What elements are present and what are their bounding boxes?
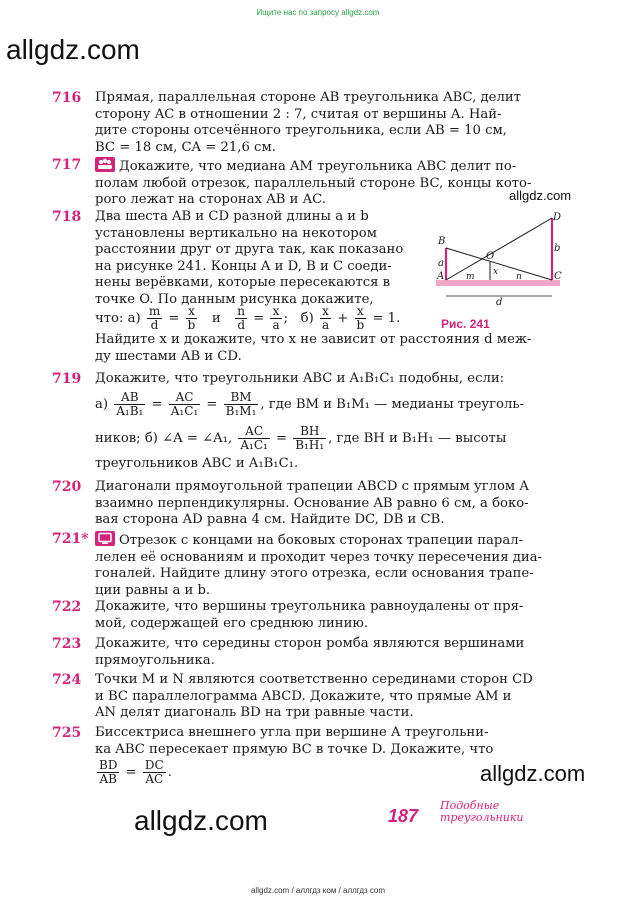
watermark: allgdz.com <box>134 805 268 836</box>
problem-number: 721* <box>52 531 89 547</box>
problem-number: 716 <box>52 90 82 106</box>
problem-721-text: Отрезок с концами на боковых сторонах трапеции парал- лелен её основаниям и проходит через точку пересечения диа- гоналей. Найдите длину этого отрезка, если основания трапе- ции равны a и b. <box>95 533 542 598</box>
page-number: 187 <box>388 806 419 826</box>
problem-number: 717 <box>52 157 82 173</box>
fraction: $\frac{BD}{AB}$ <box>99 758 118 786</box>
fraction: $\frac{x}{a}$ <box>321 304 330 332</box>
fraction: $\frac{x}{b}$ <box>356 304 365 332</box>
fraction: $\frac{n}{d}$ <box>237 304 246 332</box>
label-O: O <box>486 251 495 262</box>
chapter-title: Подобные треугольники <box>440 799 524 824</box>
problem-719-a: а) $\frac{AB}{\text{A₁B₁}}$ = $\frac{AC}{\text{A₁C₁}}$ = $\frac{BM}{\text{B₁M₁}}$ , где BM и B₁M₁ — медианы треуголь- <box>95 390 524 418</box>
label-C: C <box>554 271 562 282</box>
fraction: $\frac{x}{b}$ <box>187 304 196 332</box>
label-A: A <box>437 271 445 282</box>
problem-718-formulas: что: а) $\frac{m}{d}$ = $\frac{x}{b}$ и $\frac{n}{d}$ = $\frac{x}{a}$ ; б) $\frac{x}{a}$ + $\frac{x}{b}$ = 1. <box>95 304 401 332</box>
problem-725-text: Биссектриса внешнего угла при вершине A треугольни- ка ABC пересекает прямую BC в точке D. Докажите, что <box>95 725 494 757</box>
label-d: d <box>496 297 503 308</box>
watermark: allgdz.com <box>480 761 586 786</box>
problem-719-b: ников; б) ∠A = ∠A₁, $\frac{AC}{\text{A₁C₁}}$ = $\frac{BH}{\text{B₁H₁}}$ , где BH и B₁H₁ — высоты <box>95 424 507 452</box>
problem-number: 719 <box>52 371 82 387</box>
problem-717-text: Докажите, что медиана AM треугольника ABC делит по- полам любой отрезок, параллельный стороне BC, концы кото- рого лежат на сторонах AB и AC. <box>95 159 532 208</box>
label-b: b <box>554 243 561 254</box>
rope-bc <box>446 248 552 280</box>
problem-719-text: Докажите, что треугольники ABC и A₁B₁C₁ подобны, если: <box>95 371 505 386</box>
label-m: m <box>466 272 475 282</box>
problem-number: 724 <box>52 672 82 688</box>
problem-720-text: Диагонали прямоугольной трапеции ABCD с прямым углом A взаимно перпендикулярны. Основание AB равно 6 см, а боко- вая сторона AD равна 4 см. Найдите DC, DB и CB. <box>95 479 529 528</box>
fraction: $\frac{m}{d}$ <box>148 304 161 332</box>
fraction: $\frac{AC}{\text{A₁C₁}}$ <box>170 390 199 418</box>
fraction: $\frac{AC}{\text{A₁C₁}}$ <box>240 424 268 452</box>
group-work-icon <box>95 157 115 172</box>
fraction: $\frac{DC}{AC}$ <box>144 758 164 786</box>
problem-718-text-end: Найдите x и докажите, что x не зависит от расстояния d меж- ду шестами AB и CD. <box>95 332 532 364</box>
problem-number: 718 <box>52 209 82 225</box>
watermark: allgdz.com <box>6 34 140 65</box>
watermark: allgdz.com <box>509 188 572 203</box>
label-B: B <box>438 236 446 247</box>
problem-716-text: Прямая, параллельная стороне AB треугольника ABC, делит сторону AC в отношении 2 : 7, считая от вершины A. Най- дите стороны отсечённого треугольника, если AB = 10 см, BC = 18 см, CA = 21,6 см. <box>95 90 521 155</box>
footer-links[interactable]: allgdz.com / аллгдз ком / аллгдз com <box>250 886 386 895</box>
problem-718-text: Два шеста AB и CD разной длины a и b установлены вертикально на некотором расстоянии друг от друга так, как показано на рисунке 241. Концы A и D, B и C соеди- нены верёвками, которые пересекаются в точке O. По данным рисунка докажите, <box>95 209 404 307</box>
figure-241 <box>432 208 564 310</box>
problem-723-text: Докажите, что середины сторон ромба являются вершинами прямоугольника. <box>95 636 525 668</box>
label-a: a <box>438 258 444 269</box>
fraction: $\frac{BM}{\text{B₁M₁}}$ <box>225 390 257 418</box>
problem-number: 723 <box>52 636 82 652</box>
fraction: $\frac{BH}{\text{B₁H₁}}$ <box>295 424 325 452</box>
top-note[interactable]: Ищите нас по запросу allgdz.com <box>256 8 380 17</box>
ground-strip <box>436 280 560 286</box>
label-D: D <box>553 212 562 223</box>
problem-719-end: треугольников ABC и A₁B₁C₁. <box>95 456 299 471</box>
problem-722-text: Докажите, что вершины треугольника равноудалены от пря- мой, содержащей его среднюю линию. <box>95 599 524 631</box>
label-n: n <box>516 272 522 282</box>
problem-724-text: Точки M и N являются соответственно серединами сторон CD и BC параллелограмма ABCD. Докажите, что прямые AM и AN делят диагональ BD на три равные части. <box>95 672 533 721</box>
problem-number: 720 <box>52 479 82 495</box>
problem-number: 725 <box>52 725 82 741</box>
rope-ad <box>446 218 552 280</box>
computer-task-icon <box>95 531 115 546</box>
problem-725-formula: $\frac{BD}{AB}$ = $\frac{DC}{AC}$ . <box>99 758 172 786</box>
fraction: $\frac{AB}{\text{A₁B₁}}$ <box>116 390 144 418</box>
problem-number: 722 <box>52 599 82 615</box>
figure-caption: Рис. 241 <box>441 317 490 331</box>
fraction: $\frac{x}{a}$ <box>272 304 280 332</box>
label-x: x <box>493 267 499 277</box>
